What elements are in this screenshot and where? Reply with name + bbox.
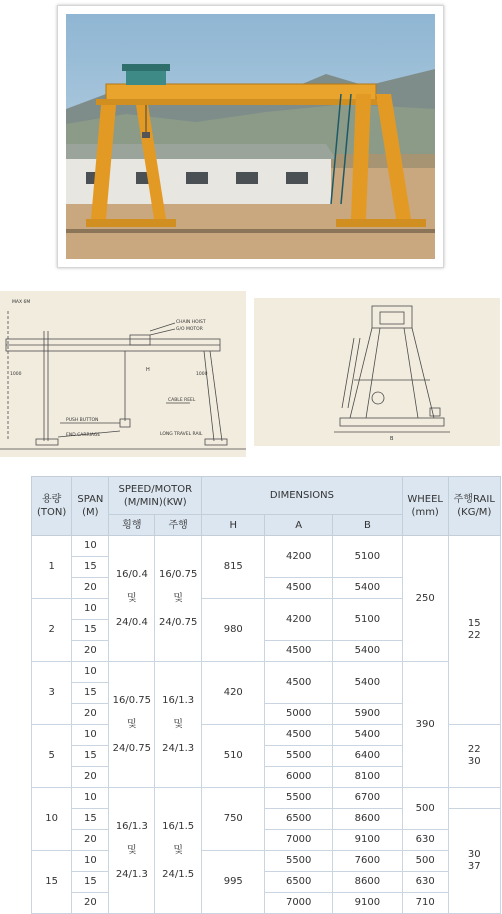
- header-span: SPAN (M): [72, 477, 109, 536]
- cell-b: 5900: [332, 704, 402, 725]
- cell-span: 20: [72, 830, 109, 851]
- cell-a: 4500: [265, 662, 333, 704]
- cell-rail-empty: [448, 788, 500, 809]
- cell-wheel: 710: [402, 893, 448, 914]
- cell-wheel: 500: [402, 851, 448, 872]
- table-row: [32, 662, 501, 683]
- header-speed-motor: SPEED/MOTOR (M/MIN)(KW): [109, 477, 202, 515]
- cell-span: 15: [72, 557, 109, 578]
- label-go-motor: G/O MOTOR: [176, 327, 203, 332]
- cell-a: 6500: [265, 809, 333, 830]
- cell-capacity: 1: [32, 536, 72, 599]
- cell-a: 4200: [265, 536, 333, 578]
- cell-b: 5400: [332, 578, 402, 599]
- cell-wheel: 390: [402, 662, 448, 788]
- cell-travel-speed: 16/0.75 및 24/0.75: [155, 536, 202, 662]
- cell-a: 7000: [265, 830, 333, 851]
- cell-span: 20: [72, 893, 109, 914]
- cell-wheel: 500: [402, 788, 448, 830]
- cell-rail: 22 30: [448, 725, 500, 788]
- label-h-left: 1000: [10, 372, 22, 377]
- cell-wheel: 250: [402, 536, 448, 662]
- cell-a: 5000: [265, 704, 333, 725]
- cell-b: 5400: [332, 725, 402, 746]
- label-long-travel-rail: LONG TRAVEL RAIL: [160, 432, 203, 437]
- cell-capacity: 5: [32, 725, 72, 788]
- cell-a: 6500: [265, 872, 333, 893]
- header-a: A: [265, 515, 333, 536]
- label-chain-hoist: CHAIN HOIST: [176, 320, 206, 325]
- cell-a: 5500: [265, 788, 333, 809]
- header-b: B: [332, 515, 402, 536]
- cell-b: 5400: [332, 662, 402, 704]
- label-max-h: MAX 6M: [12, 300, 31, 305]
- cell-rail: 30 37: [448, 809, 500, 914]
- cell-a: 7000: [265, 893, 333, 914]
- cell-a: 5500: [265, 746, 333, 767]
- spec-table: [31, 476, 501, 914]
- cell-traverse-speed: 16/1.3 및 24/1.3: [109, 788, 155, 914]
- cell-b: 8600: [332, 809, 402, 830]
- cell-traverse-speed: 16/0.4 및 24/0.4: [109, 536, 155, 662]
- cell-b: 5400: [332, 641, 402, 662]
- cell-span: 10: [72, 662, 109, 683]
- cell-span: 10: [72, 725, 109, 746]
- cell-span: 20: [72, 641, 109, 662]
- header-traverse: 횡행: [109, 515, 155, 536]
- cell-b: 6400: [332, 746, 402, 767]
- cell-capacity: 15: [32, 851, 72, 914]
- cell-rail: 15 22: [448, 536, 500, 725]
- cell-b: 8600: [332, 872, 402, 893]
- cell-capacity: 3: [32, 662, 72, 725]
- crane-photo-frame: [57, 5, 444, 268]
- cell-b: 5100: [332, 536, 402, 578]
- header-rail: 주행RAIL (KG/M): [448, 477, 500, 536]
- cell-span: 15: [72, 872, 109, 893]
- cell-capacity: 2: [32, 599, 72, 662]
- cell-h: 980: [202, 599, 265, 662]
- cell-h: 995: [202, 851, 265, 914]
- cell-travel-speed: 16/1.3 및 24/1.3: [155, 662, 202, 788]
- label-h: H: [146, 367, 150, 373]
- cell-travel-speed: 16/1.5 및 24/1.5: [155, 788, 202, 914]
- header-h: H: [202, 515, 265, 536]
- cell-traverse-speed: 16/0.75 및 24/0.75: [109, 662, 155, 788]
- cell-span: 15: [72, 809, 109, 830]
- header-dimensions: DIMENSIONS: [202, 477, 403, 515]
- table-row: [32, 830, 501, 851]
- cell-b: 7600: [332, 851, 402, 872]
- cell-h: 815: [202, 536, 265, 599]
- cell-h: 510: [202, 725, 265, 788]
- cell-b: 5100: [332, 599, 402, 641]
- cell-h: 750: [202, 788, 265, 851]
- cell-a: 4500: [265, 725, 333, 746]
- table-row: [32, 872, 501, 893]
- table-row: [32, 536, 501, 557]
- cell-b: 8100: [332, 767, 402, 788]
- cell-a: 4200: [265, 599, 333, 641]
- cell-span: 20: [72, 767, 109, 788]
- cell-b: 6700: [332, 788, 402, 809]
- cell-wheel: 630: [402, 872, 448, 893]
- label-b: B: [390, 436, 394, 442]
- cell-span: 15: [72, 620, 109, 641]
- cell-capacity: 10: [32, 788, 72, 851]
- cell-a: 4500: [265, 641, 333, 662]
- table-row: [32, 851, 501, 872]
- cell-span: 10: [72, 599, 109, 620]
- cell-a: 4500: [265, 578, 333, 599]
- header-travel: 주행: [155, 515, 202, 536]
- label-h-right: 1000: [196, 372, 208, 377]
- cell-a: 6000: [265, 767, 333, 788]
- gantry-crane-photo: [66, 14, 435, 259]
- table-row: [32, 788, 501, 809]
- cell-b: 9100: [332, 893, 402, 914]
- label-cable-reel: CABLE REEL: [168, 398, 196, 403]
- cell-a: 5500: [265, 851, 333, 872]
- front-elevation-drawing: [0, 291, 246, 457]
- table-row: [32, 893, 501, 914]
- label-push-button: PUSH BUTTON: [66, 418, 99, 423]
- cell-span: 15: [72, 683, 109, 704]
- header-capacity: 용량 (TON): [32, 477, 72, 536]
- cell-span: 20: [72, 578, 109, 599]
- cell-span: 10: [72, 851, 109, 872]
- side-elevation-drawing: [254, 298, 500, 446]
- label-end-carriage: END CARRIAGE: [66, 433, 101, 438]
- cell-wheel: 630: [402, 830, 448, 851]
- cell-span: 10: [72, 788, 109, 809]
- cell-span: 15: [72, 746, 109, 767]
- cell-b: 9100: [332, 830, 402, 851]
- cell-h: 420: [202, 662, 265, 725]
- cell-span: 20: [72, 704, 109, 725]
- header-wheel: WHEEL (mm): [402, 477, 448, 536]
- cell-span: 10: [72, 536, 109, 557]
